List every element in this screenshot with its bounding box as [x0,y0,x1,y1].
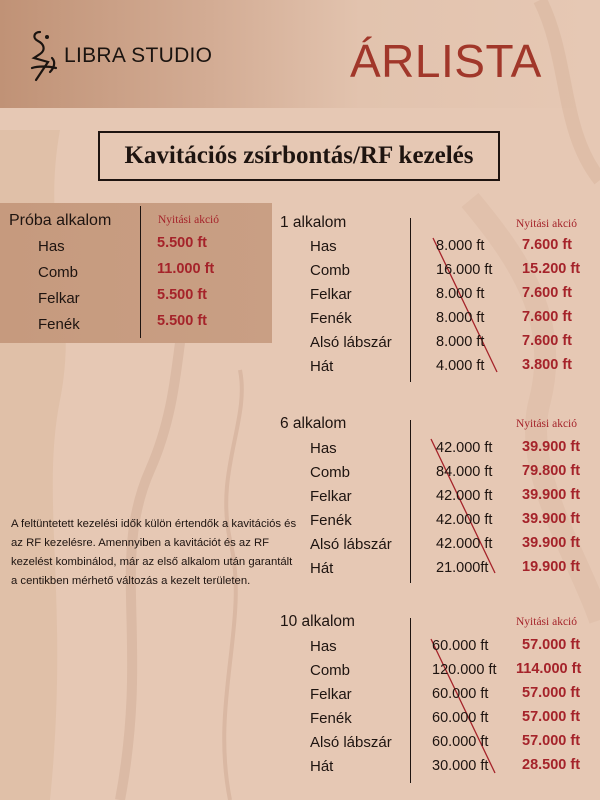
trial-row-label: Has [38,238,65,255]
trial-title: Próba alkalom [9,212,112,229]
block-promo-header: Nyitási akció [516,616,577,628]
block-row-promo: 7.600 ft [522,237,572,253]
block-row-label: Comb [310,662,351,679]
trial-row-promo: 11.000 ft [157,261,215,277]
block-row-label: Alsó lábszár [310,734,392,751]
block-row-promo: 57.000 ft [522,733,581,749]
block-title: 1 alkalom [280,214,347,231]
price-strikethrough [428,436,498,576]
block-row-label: Hát [310,758,334,775]
block-row-promo: 39.900 ft [522,439,581,455]
block-row-price: 42.000 ft [436,440,493,456]
block-row-price: 30.000 ft [432,758,489,774]
block-row-label: Alsó lábszár [310,334,392,351]
block-row-price: 42.000 ft [436,536,493,552]
block-row-label: Felkar [310,286,352,303]
block-row-price: 60.000 ft [432,638,489,654]
block-row-label: Fenék [310,512,352,529]
block-row-label: Felkar [310,686,352,703]
block-row-promo: 3.800 ft [522,357,572,373]
trial-promo-header: Nyitási akció [158,214,219,226]
block-row-price: 8.000 ft [436,310,485,326]
block-row-label: Comb [310,262,351,279]
section-title-box [98,131,500,181]
block-row-label: Has [310,638,337,655]
block-row-promo: 28.500 ft [522,757,581,773]
block-row-price: 8.000 ft [436,334,485,350]
libra-logo-icon [26,28,60,84]
block-row-price: 120.000 ft [432,662,497,678]
block-row-price: 42.000 ft [436,488,493,504]
page-title: ÁRLISTA [350,35,542,87]
block-row-price: 8.000 ft [436,286,485,302]
treatment-note: A feltüntetett kezelési idők külön értendők a kavitációs és az RF kezelésre. Amennyiben a kavitációt és az RF kezelést kombinálod, már az első alkalom után garantált a centikben mérhető változás a kezelt területen. [11,518,297,587]
block-row-label: Fenék [310,710,352,727]
block-row-price: 8.000 ft [436,238,485,254]
block-row-label: Felkar [310,488,352,505]
block-row-promo: 7.600 ft [522,333,572,349]
block-row-label: Has [310,238,337,255]
block-row-promo: 57.000 ft [522,709,581,725]
block-row-label: Comb [310,464,351,481]
block-row-price: 60.000 ft [432,734,489,750]
block-row-price: 16.000 ft [436,262,493,278]
trial-row-promo: 5.500 ft [157,313,207,329]
block-row-promo: 39.900 ft [522,511,581,527]
price-strikethrough [428,636,498,776]
trial-row-promo: 5.500 ft [157,235,207,251]
trial-divider [140,206,141,338]
section-title: Kavitációs zsírbontás/RF kezelés [124,142,474,169]
block-row-promo: 15.200 ft [522,261,581,277]
block-row-label: Hát [310,358,334,375]
block-row-price: 42.000 ft [436,512,493,528]
block-row-promo: 7.600 ft [522,309,572,325]
block-row-label: Fenék [310,310,352,327]
brand-logo [26,28,212,84]
price-strikethrough [430,235,500,375]
block-promo-header: Nyitási akció [516,218,577,230]
block-row-promo: 57.000 ft [522,685,581,701]
brand-name: LIBRA STUDIO [64,44,213,67]
block-row-promo: 19.900 ft [522,559,581,575]
block-row-label: Hát [310,560,334,577]
block-divider [410,218,411,382]
block-divider [410,618,411,783]
block-row-label: Has [310,440,337,457]
block-row-label: Alsó lábszár [310,536,392,553]
trial-row-label: Comb [38,264,79,281]
block-row-promo: 57.000 ft [522,637,581,653]
block-divider [410,420,411,583]
block-title: 6 alkalom [280,415,347,432]
block-row-promo: 39.900 ft [522,535,581,551]
trial-row-label: Fenék [38,316,80,333]
block-row-price: 4.000 ft [436,358,485,374]
block-row-price: 84.000 ft [436,464,493,480]
block-row-price: 60.000 ft [432,686,489,702]
block-title: 10 alkalom [280,613,355,630]
block-row-promo: 79.800 ft [522,463,581,479]
trial-row-promo: 5.500 ft [157,287,207,303]
block-row-promo: 7.600 ft [522,285,572,301]
block-row-price: 60.000 ft [432,710,489,726]
block-row-price: 21.000ft [436,560,489,576]
block-promo-header: Nyitási akció [516,418,577,430]
block-row-promo: 39.900 ft [522,487,581,503]
block-row-promo: 114.000 ft [516,661,582,677]
trial-row-label: Felkar [38,290,80,307]
